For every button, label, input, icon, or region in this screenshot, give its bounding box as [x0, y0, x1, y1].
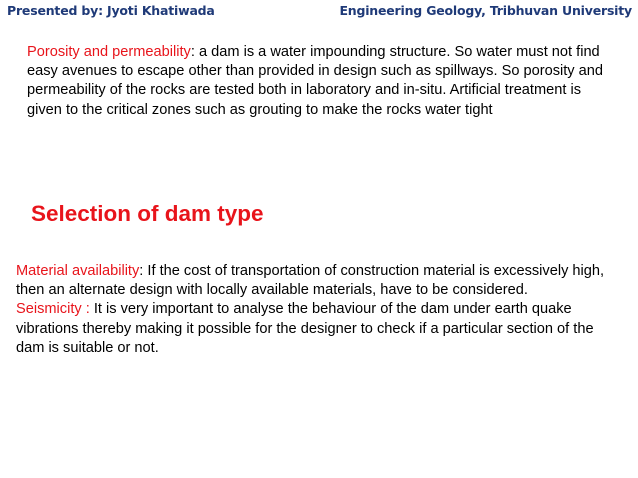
- seismicity-term: Seismicity :: [16, 301, 90, 318]
- presenter-credit: Presented by: Jyoti Khatiwada: [7, 3, 215, 18]
- material-term: Material availability: [16, 263, 140, 279]
- porosity-text: : a dam is a water impounding structure. So water must not find easy avenues to escape other than provided in design such as spillways. So porosity and permeability of the rocks are tested both in laboratory and in-situ. Artificial treatment is given to the critical zones such as grouting to make the rocks water tight: [27, 44, 603, 118]
- criteria-paragraph: [16, 262, 616, 358]
- porosity-paragraph: [27, 43, 617, 120]
- porosity-term: Porosity and permeability: [27, 44, 191, 60]
- slide-header: [0, 0, 638, 22]
- section-heading: Selection of dam type: [31, 201, 264, 226]
- seismicity-text: It is very important to analyse the behaviour of the dam under earth quake vibrations thereby making it possible for the designer to check if a particular section of the dam is suitable or not.: [16, 301, 594, 356]
- course-credit: Engineering Geology, Tribhuvan University: [339, 3, 632, 18]
- material-text: : If the cost of transportation of construction material is excessively high, then an alternate design with locally available materials, have to be considered.: [16, 263, 605, 299]
